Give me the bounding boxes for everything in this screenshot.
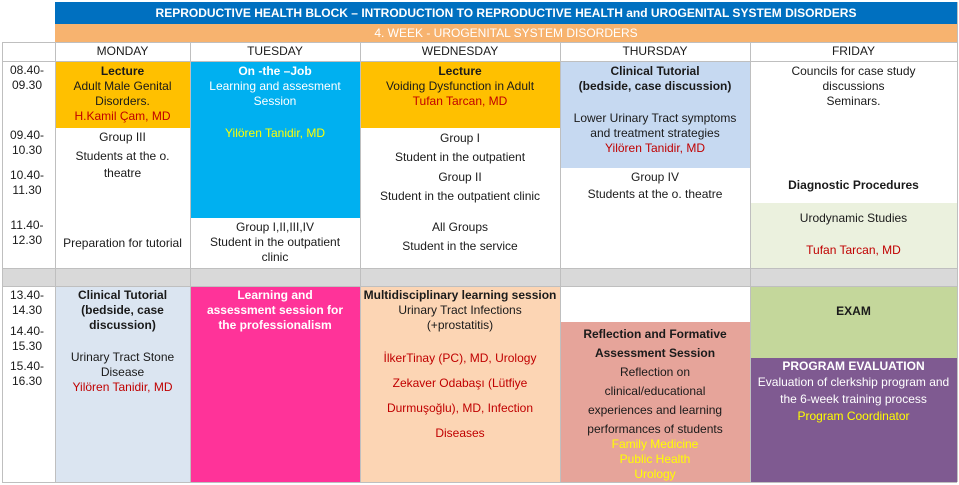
group-label: Group III: [99, 130, 146, 144]
session-subtitle: Session: [253, 94, 297, 108]
lecturer-name: Yilören Tanidir, MD: [604, 141, 706, 155]
monday-group: [55, 128, 190, 218]
tutorial-title: discussion): [89, 318, 156, 332]
department-name: Urology: [634, 467, 676, 481]
location-text: Student in the service: [402, 239, 518, 253]
councils-text: Councils for case study: [791, 64, 916, 78]
lecturer-name: Yilören Tanidir, MD: [72, 380, 173, 394]
department-name: Family Medicine: [611, 437, 699, 451]
lecturer-name: H.Kamil Çam, MD: [74, 109, 171, 123]
lecture-title: Lecture: [100, 64, 145, 78]
lecturer-name: Zekaver Odabaşı (Lütfiye: [392, 376, 528, 390]
thursday-group: [560, 168, 750, 218]
time-slot: 13.40- 14.30: [9, 288, 45, 317]
wednesday-lecture: [360, 62, 560, 128]
grid-line: [2, 286, 957, 287]
prep-text: Preparation for tutorial: [63, 235, 182, 250]
monday-pm-tutorial: [55, 286, 190, 482]
tutorial-title: Clinical Tutorial: [77, 288, 168, 302]
lecture-topic: Disorders.: [95, 94, 150, 108]
location-text: Student in the outpatient clinic: [379, 189, 541, 203]
reflection-title: Assessment Session: [594, 346, 716, 360]
friday-urodynamic: [750, 203, 957, 268]
reflection-body: Reflection on: [619, 365, 691, 379]
monday-prep: [55, 218, 190, 268]
program-text: the 6-week training process: [780, 392, 927, 406]
lecturer-name: Durmuşoğlu), MD, Infection: [386, 401, 534, 415]
wednesday-group2: [360, 168, 560, 218]
session-subtitle: Learning and assesment: [209, 79, 341, 93]
tuesday-on-the-job: [190, 62, 360, 218]
lecture-title: Lecture: [438, 64, 482, 78]
reflection-body: clinical/educational: [604, 384, 706, 398]
grid-line: [2, 268, 957, 269]
location-text: Student in the outpatient: [394, 150, 526, 164]
group-label: Group I,II,III,IV: [235, 220, 315, 234]
location-text: Student in the outpatient: [209, 235, 341, 249]
wednesday-pm-multidisciplinary: [360, 286, 560, 482]
location-text: clinic: [261, 250, 289, 264]
time-slot: 10.40- 11.30: [9, 168, 45, 197]
lecturer-name: Tufan Tarcan, MD: [412, 94, 508, 108]
day-wednesday: WEDNESDAY: [421, 44, 499, 58]
session-title: Learning and: [237, 288, 313, 302]
reflection-body: performances of students: [587, 422, 723, 436]
week-title: 4. WEEK - UROGENITAL SYSTEM DISORDERS: [55, 24, 957, 42]
session-topic: (+prostatitis): [426, 318, 494, 332]
lecture-topic: Voiding Dysfunction in Adult: [385, 79, 535, 93]
group-label: Group IV: [630, 170, 680, 184]
thursday-empty: [560, 218, 750, 268]
grid-line: [2, 482, 957, 483]
grid-line: [190, 42, 191, 482]
day-thursday: THURSDAY: [622, 44, 688, 58]
friday-pm-program-evaluation: [750, 358, 957, 482]
session-title: the professionalism: [218, 318, 332, 332]
tutorial-topic: Urinary Tract Stone: [70, 350, 175, 364]
lecturer-name: Tufan Tarcan, MD: [806, 243, 901, 257]
urodynamic-title: Urodynamic Studies: [799, 211, 908, 225]
location-text: Students at the o.: [75, 149, 170, 163]
group-label: Group II: [438, 170, 482, 184]
tutorial-topic: Lower Urinary Tract symptoms: [573, 111, 737, 125]
tutorial-topic: Disease: [100, 365, 145, 379]
councils-text: discussions: [822, 79, 885, 93]
day-tuesday: TUESDAY: [247, 44, 303, 58]
reflection-title: Reflection and Formative: [583, 327, 727, 341]
time-slot: 09.40- 10.30: [9, 128, 45, 157]
lunch-break-band: [2, 268, 957, 286]
grid-line: [560, 42, 561, 482]
grid-line: [750, 42, 751, 482]
grid-line: [55, 42, 56, 482]
friday-councils: [750, 62, 957, 168]
thursday-pm-empty: [560, 286, 750, 322]
grid-line: [360, 42, 361, 482]
grid-line: [957, 2, 958, 482]
exam-label: EXAM: [836, 303, 871, 318]
day-friday: FRIDAY: [831, 44, 876, 58]
time-slot: 08.40- 09.30: [9, 63, 45, 92]
day-monday: MONDAY: [96, 44, 149, 58]
lecturer-name: Diseases: [435, 426, 485, 440]
thursday-pm-reflection: [560, 322, 750, 482]
session-title: Multidisciplinary learning session: [363, 288, 557, 302]
grid-line: [2, 42, 3, 482]
tutorial-subtitle: (bedside, case discussion): [578, 79, 732, 93]
monday-lecture: [55, 62, 190, 128]
department-name: Public Health: [619, 452, 691, 466]
grid-line: [2, 61, 957, 62]
group-label: Group I: [439, 131, 481, 145]
location-text: theatre: [103, 166, 142, 180]
session-title: assessment session for: [206, 303, 344, 317]
diagnostic-title: Diagnostic Procedures: [788, 178, 919, 192]
councils-text: Seminars.: [826, 94, 881, 108]
group-label: All Groups: [431, 220, 489, 234]
program-coordinator: Program Coordinator: [797, 409, 910, 423]
tutorial-title: Clinical Tutorial: [610, 64, 700, 78]
lecture-topic: Adult Male Genital: [73, 79, 172, 93]
program-text: Evaluation of clerkship program and: [757, 375, 950, 389]
reflection-body: experiences and learning: [587, 403, 723, 417]
lecturer-name: İlkerTinay (PC), MD, Urology: [383, 351, 537, 365]
time-slot: 15.40- 16.30: [9, 359, 45, 388]
tutorial-title: (bedside, case: [81, 303, 164, 317]
time-slot: 11.40- 12.30: [10, 218, 44, 247]
friday-diagnostic: [750, 168, 957, 203]
block-title: REPRODUCTIVE HEALTH BLOCK – INTRODUCTION TO REPRODUCTIVE HEALTH and UROGENITAL SYSTEM DISORDERS: [55, 2, 957, 24]
tuesday-pm-professionalism: [190, 286, 360, 482]
grid-line: [2, 42, 957, 43]
tuesday-groups: [190, 218, 360, 268]
session-topic: Urinary Tract Infections: [398, 303, 522, 317]
session-title: On -the –Job: [238, 64, 312, 78]
lecturer-name: Yilören Tanidir, MD: [224, 126, 326, 140]
program-title: PROGRAM EVALUATION: [782, 359, 925, 373]
time-slot: 14.40- 15.30: [9, 324, 45, 353]
wednesday-group1: [360, 128, 560, 168]
tutorial-topic: and treatment strategies: [590, 126, 720, 140]
location-text: Students at the o. theatre: [587, 187, 723, 201]
friday-pm-exam: [750, 286, 957, 358]
thursday-tutorial: [560, 62, 750, 168]
wednesday-all: [360, 218, 560, 268]
